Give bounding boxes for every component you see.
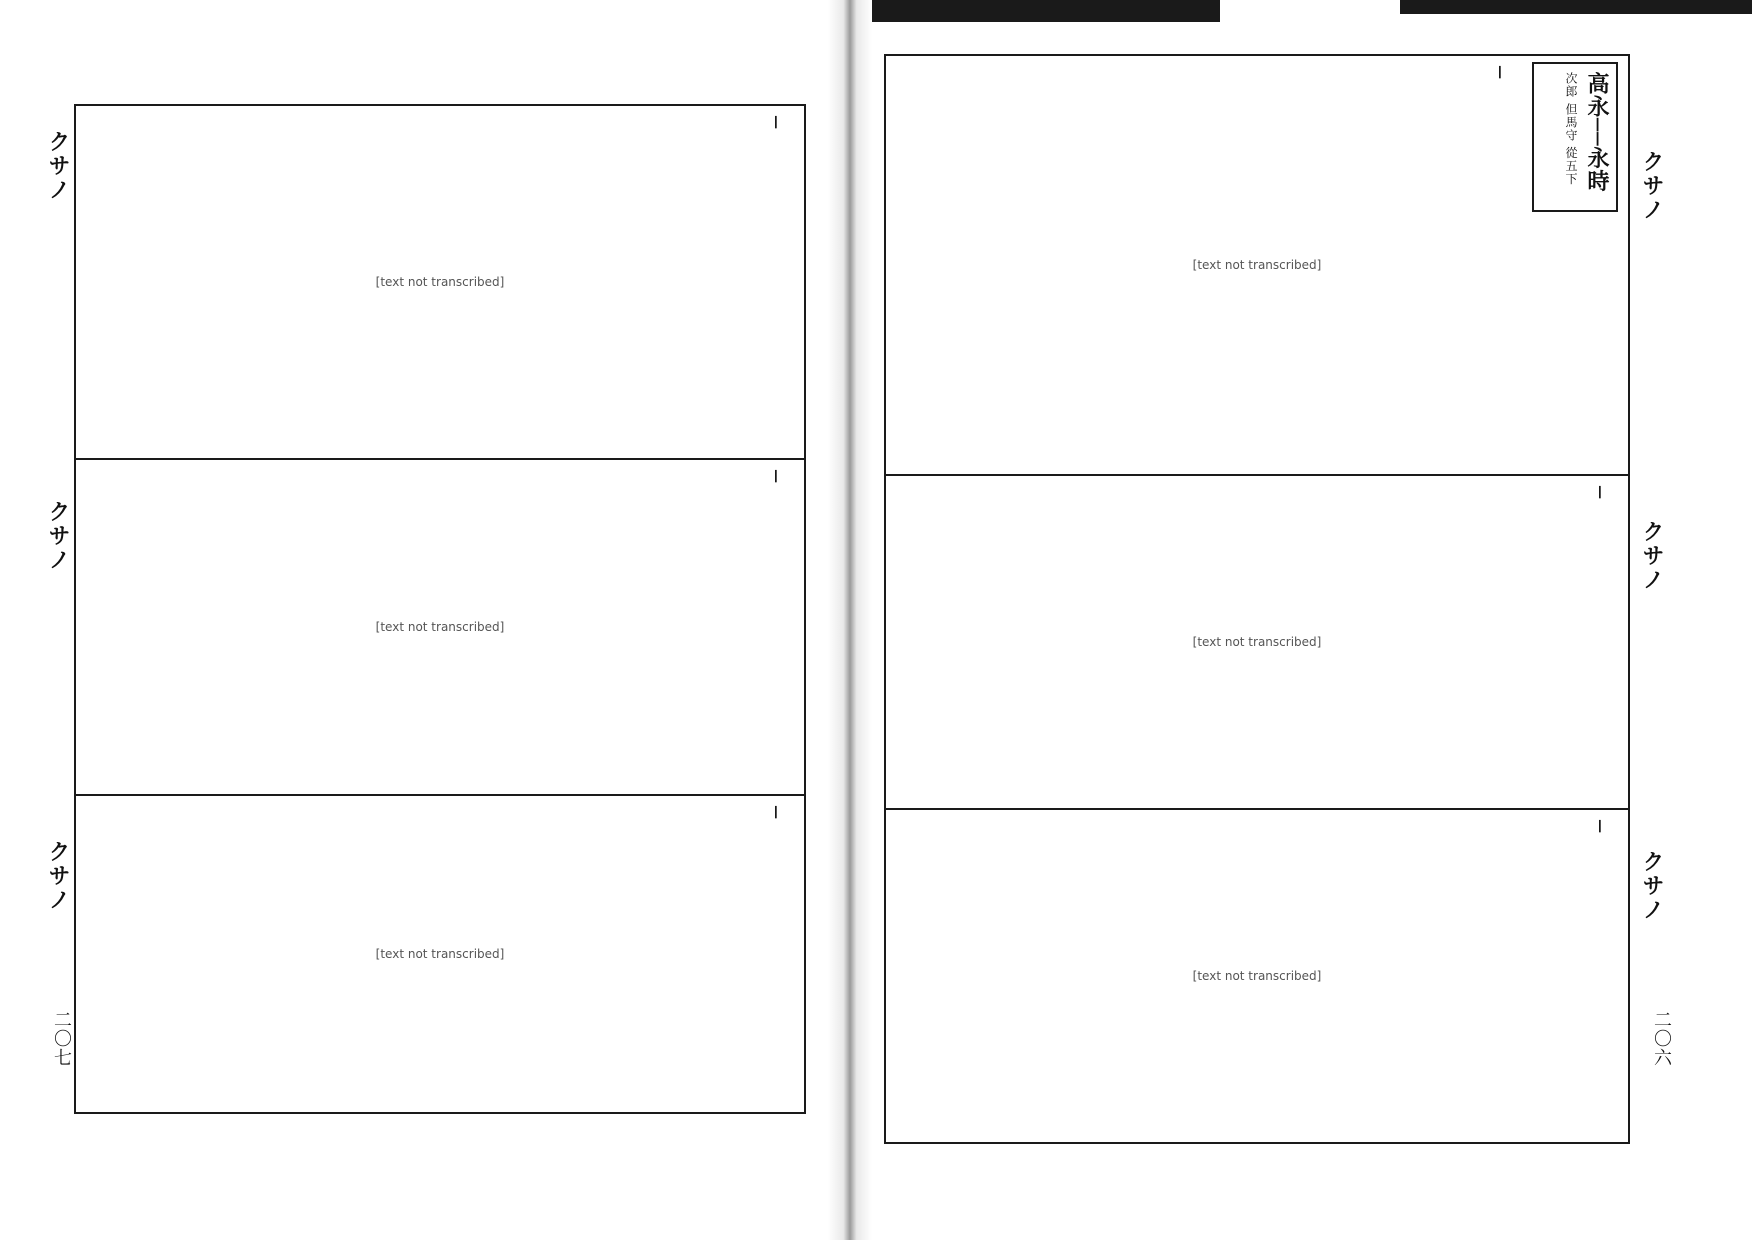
left-band-1 [76, 106, 804, 458]
right-section-3-heading: ─ [1588, 820, 1612, 834]
running-head-left-3: クサノ [45, 840, 70, 912]
top-edge-shadow-far-right [1400, 0, 1752, 14]
left-page-frame [74, 104, 806, 1114]
left-section-3-heading: ─ [764, 806, 788, 820]
unreadable-text-placeholder: [text not transcribed] [375, 947, 505, 961]
running-head-right-3: クサノ [1639, 850, 1664, 922]
right-band-3 [886, 808, 1628, 1142]
binding-gutter [828, 0, 872, 1240]
genealogy-head: 高永 [1584, 72, 1610, 118]
top-edge-shadow-right [840, 0, 1220, 22]
genealogy-link: ── [1584, 118, 1610, 147]
running-head-right-2: クサノ [1639, 520, 1664, 592]
page-number-left: 二〇七 [51, 1010, 72, 1067]
right-section-2-heading: ─ [1588, 486, 1612, 500]
left-section-1-heading: ─ [764, 116, 788, 130]
left-band-2 [76, 458, 804, 794]
running-head-left-1: クサノ [45, 130, 70, 202]
genealogy-note: 次郎 但馬守 從五下 [1564, 72, 1578, 186]
right-band-2 [886, 474, 1628, 808]
unreadable-text-placeholder: [text not transcribed] [1192, 635, 1322, 649]
left-section-2-heading: ─ [764, 470, 788, 484]
genealogy-tail: 永時 [1584, 146, 1610, 193]
genealogy-box [1532, 62, 1618, 212]
running-head-left-2: クサノ [45, 500, 70, 572]
running-head-right-1: クサノ [1639, 150, 1664, 222]
unreadable-text-placeholder: [text not transcribed] [375, 275, 505, 289]
right-band-1 [886, 56, 1628, 474]
unreadable-text-placeholder: [text not transcribed] [375, 620, 505, 634]
genealogy-chart [1540, 72, 1610, 202]
page-number-right: 二〇六 [1651, 1010, 1672, 1067]
unreadable-text-placeholder: [text not transcribed] [1192, 969, 1322, 983]
right-section-1-heading: ─ [1488, 66, 1512, 80]
unreadable-text-placeholder: [text not transcribed] [1192, 258, 1322, 272]
left-band-3 [76, 794, 804, 1112]
right-page-frame [884, 54, 1630, 1144]
